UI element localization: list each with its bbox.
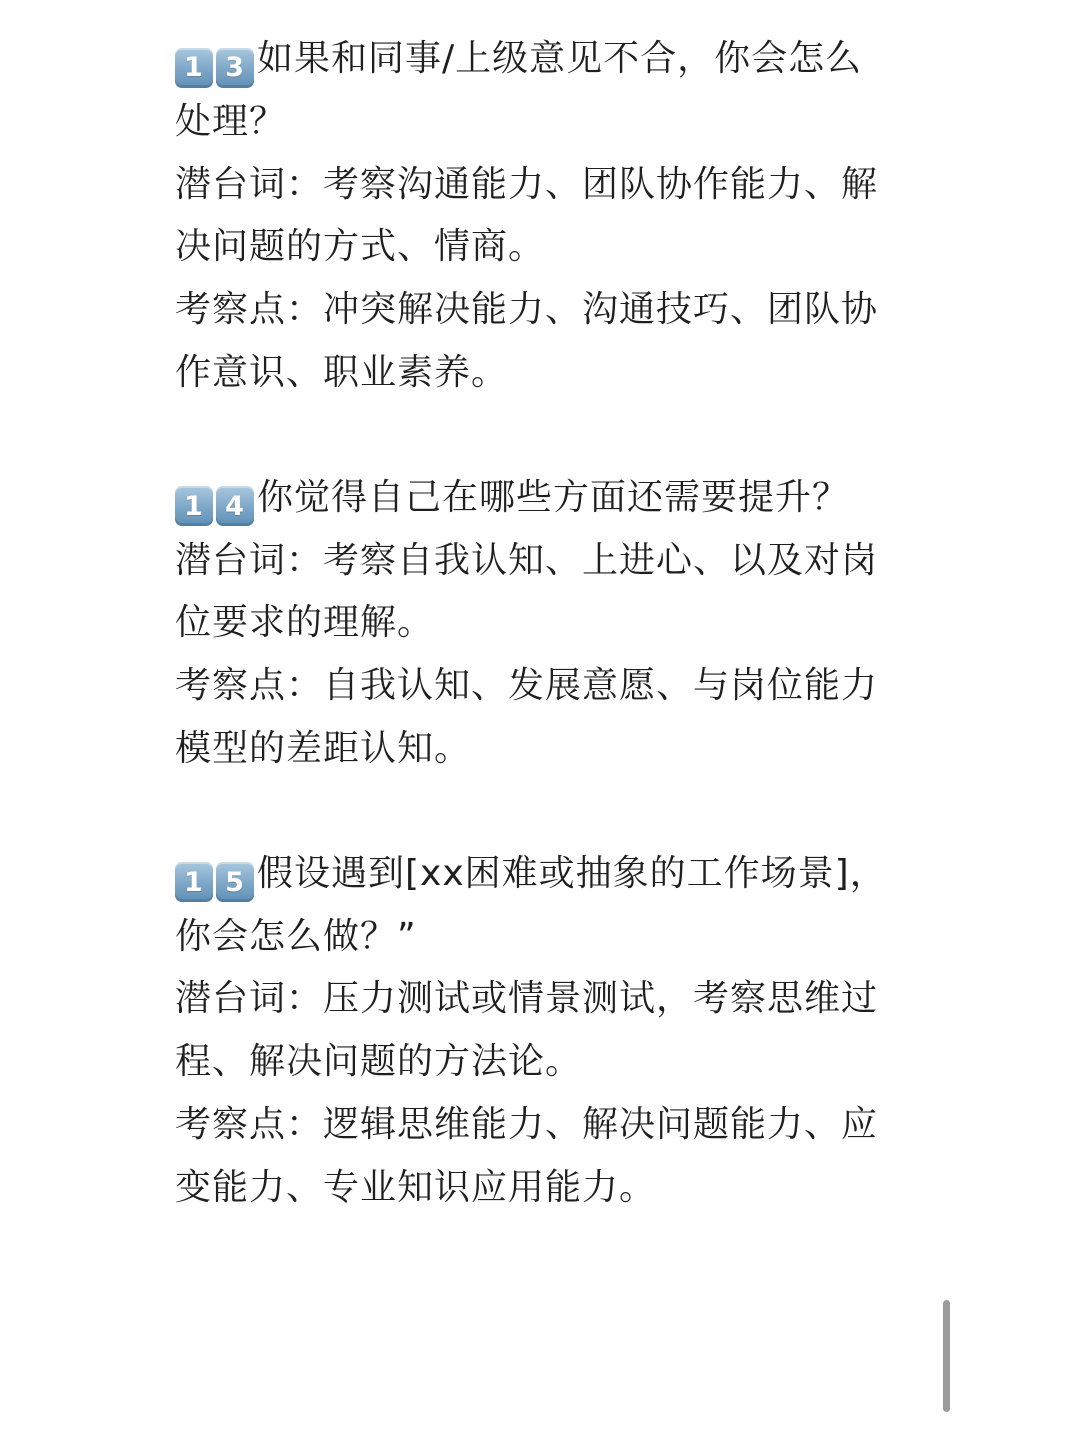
question-subtext: 潜台词：压力测试或情景测试，考察思维过程、解决问题的方法论。 [175,978,879,1083]
number-badge [175,48,257,88]
question-subtext: 潜台词：考察自我认知、上进心、以及对岗位要求的理解。 [175,539,879,644]
question-title [175,467,895,530]
digit-keycap-icon: 1 [175,486,213,526]
digit-keycap-icon: 3 [216,48,254,88]
vertical-scrollbar[interactable] [943,1300,950,1412]
question-14 [175,467,895,781]
question-13 [175,28,895,405]
number-badge [175,862,257,902]
article-content [175,28,895,1282]
question-title-text: 你觉得自己在哪些方面还需要提升？ [257,476,850,518]
question-title [175,843,895,969]
question-focus: 考察点：冲突解决能力、沟通技巧、团队协作意识、职业素养。 [175,289,879,393]
number-badge [175,486,257,526]
digit-keycap-icon: 5 [216,862,254,902]
question-focus: 考察点：自我认知、发展意愿、与岗位能力模型的差距认知。 [175,665,879,769]
question-subtext: 潜台词：考察沟通能力、团队协作能力、解决问题的方式、情商。 [175,163,879,268]
digit-keycap-icon: 1 [175,862,213,902]
digit-keycap-icon: 1 [175,48,213,88]
question-focus: 考察点：逻辑思维能力、解决问题能力、应变能力、专业知识应用能力。 [175,1103,879,1208]
digit-keycap-icon: 4 [216,486,254,526]
question-title [175,28,895,154]
question-title-text: 如果和同事/上级意见不合，你会怎么处理？ [175,38,863,142]
question-title-text: 假设遇到[xx困难或抽象的工作场景]，你会怎么做？” [175,852,887,957]
question-15 [175,843,895,1220]
